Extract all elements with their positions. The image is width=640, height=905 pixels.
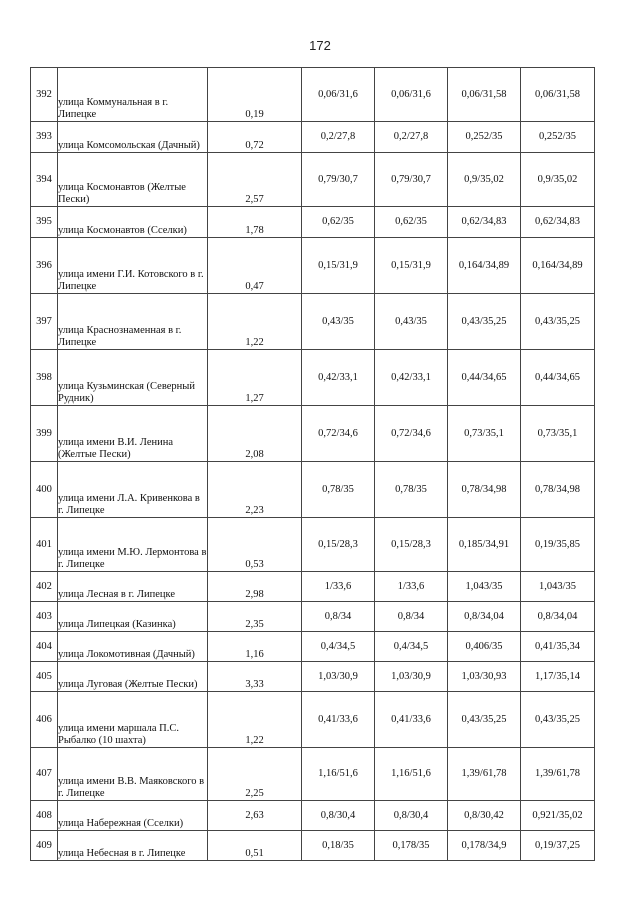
- value-cell: 1,16/51,6: [375, 748, 448, 801]
- road-length: 1,78: [208, 207, 302, 238]
- row-number: 402: [31, 572, 58, 602]
- value-cell: 0,41/33,6: [375, 692, 448, 748]
- row-number: 404: [31, 632, 58, 662]
- value-cell: 0,79/30,7: [375, 153, 448, 207]
- value-cell: 0,8/30,4: [302, 801, 375, 831]
- row-number: 398: [31, 350, 58, 406]
- value-cell: 0,62/35: [375, 207, 448, 238]
- road-name: улица Луговая (Желтые Пески): [58, 662, 208, 692]
- table-row: [31, 632, 595, 662]
- table-row: [31, 294, 595, 350]
- row-number: 393: [31, 122, 58, 153]
- row-number: 392: [31, 68, 58, 122]
- value-cell: 0,44/34,65: [521, 350, 595, 406]
- value-cell: 1,17/35,14: [521, 662, 595, 692]
- row-number: 396: [31, 238, 58, 294]
- road-name: улица Космонавтов (Сселки): [58, 207, 208, 238]
- row-number: 408: [31, 801, 58, 831]
- value-cell: 0,43/35,25: [521, 692, 595, 748]
- road-length: 1,22: [208, 294, 302, 350]
- road-name: улица имени В.И. Ленина (Желтые Пески): [58, 406, 208, 462]
- value-cell: 1/33,6: [302, 572, 375, 602]
- value-cell: 0,178/34,9: [448, 831, 521, 861]
- road-length: 0,47: [208, 238, 302, 294]
- road-name: улица Кузьминская (Северный Рудник): [58, 350, 208, 406]
- row-number: 403: [31, 602, 58, 632]
- table-row: [31, 122, 595, 153]
- road-name: улица Локомотивная (Дачный): [58, 632, 208, 662]
- road-length: 1,22: [208, 692, 302, 748]
- road-length: 0,53: [208, 518, 302, 572]
- table-row: [31, 462, 595, 518]
- row-number: 400: [31, 462, 58, 518]
- value-cell: 0,62/35: [302, 207, 375, 238]
- row-number: 401: [31, 518, 58, 572]
- table-row: [31, 662, 595, 692]
- value-cell: 0,06/31,58: [521, 68, 595, 122]
- value-cell: 0,06/31,58: [448, 68, 521, 122]
- value-cell: 0,78/34,98: [521, 462, 595, 518]
- road-name: улица имени В.В. Маяковского в г. Липецке: [58, 748, 208, 801]
- value-cell: 0,4/34,5: [302, 632, 375, 662]
- table-row: [31, 207, 595, 238]
- value-cell: 0,18/35: [302, 831, 375, 861]
- value-cell: 1,39/61,78: [448, 748, 521, 801]
- value-cell: 0,15/31,9: [375, 238, 448, 294]
- value-cell: 0,406/35: [448, 632, 521, 662]
- row-number: 407: [31, 748, 58, 801]
- road-name: улица имени Л.А. Кривенкова в г. Липецке: [58, 462, 208, 518]
- table-row: [31, 831, 595, 861]
- value-cell: 0,164/34,89: [448, 238, 521, 294]
- value-cell: 0,8/34,04: [521, 602, 595, 632]
- road-length: 1,27: [208, 350, 302, 406]
- value-cell: 0,2/27,8: [302, 122, 375, 153]
- value-cell: 0,252/35: [521, 122, 595, 153]
- row-number: 394: [31, 153, 58, 207]
- value-cell: 1,043/35: [448, 572, 521, 602]
- value-cell: 0,19/35,85: [521, 518, 595, 572]
- road-name: улица Краснознаменная в г. Липецке: [58, 294, 208, 350]
- value-cell: 0,41/33,6: [302, 692, 375, 748]
- value-cell: 0,06/31,6: [375, 68, 448, 122]
- road-name: улица Коммунальная в г. Липецке: [58, 68, 208, 122]
- table-row: [31, 68, 595, 122]
- value-cell: 0,8/30,4: [375, 801, 448, 831]
- page-number: 172: [309, 38, 331, 53]
- value-cell: 0,15/28,3: [375, 518, 448, 572]
- table-row: [31, 153, 595, 207]
- value-cell: 0,73/35,1: [448, 406, 521, 462]
- road-name: улица Комсомольская (Дачный): [58, 122, 208, 153]
- value-cell: 0,42/33,1: [302, 350, 375, 406]
- road-length: 2,98: [208, 572, 302, 602]
- table-row: [31, 602, 595, 632]
- road-length: 2,63: [208, 801, 302, 831]
- road-name: улица Лесная в г. Липецке: [58, 572, 208, 602]
- road-length: 0,72: [208, 122, 302, 153]
- value-cell: 0,178/35: [375, 831, 448, 861]
- row-number: 395: [31, 207, 58, 238]
- value-cell: 0,43/35: [375, 294, 448, 350]
- road-name: улица Небесная в г. Липецке: [58, 831, 208, 861]
- road-length: 3,33: [208, 662, 302, 692]
- value-cell: 1/33,6: [375, 572, 448, 602]
- row-number: 409: [31, 831, 58, 861]
- value-cell: 0,9/35,02: [521, 153, 595, 207]
- value-cell: 1,16/51,6: [302, 748, 375, 801]
- value-cell: 0,9/35,02: [448, 153, 521, 207]
- row-number: 405: [31, 662, 58, 692]
- road-length: 2,08: [208, 406, 302, 462]
- road-name: улица Набережная (Сселки): [58, 801, 208, 831]
- value-cell: 0,73/35,1: [521, 406, 595, 462]
- value-cell: 0,06/31,6: [302, 68, 375, 122]
- row-number: 399: [31, 406, 58, 462]
- value-cell: 1,03/30,9: [375, 662, 448, 692]
- value-cell: 0,78/34,98: [448, 462, 521, 518]
- table-row: [31, 748, 595, 801]
- table-row: [31, 238, 595, 294]
- table-row: [31, 350, 595, 406]
- road-length: 2,25: [208, 748, 302, 801]
- table-row: [31, 406, 595, 462]
- table-row: [31, 518, 595, 572]
- value-cell: 0,43/35,25: [448, 294, 521, 350]
- value-cell: 0,43/35,25: [448, 692, 521, 748]
- value-cell: 0,42/33,1: [375, 350, 448, 406]
- value-cell: 0,19/37,25: [521, 831, 595, 861]
- value-cell: 0,41/35,34: [521, 632, 595, 662]
- value-cell: 0,44/34,65: [448, 350, 521, 406]
- value-cell: 0,164/34,89: [521, 238, 595, 294]
- road-name: улица Космонавтов (Желтые Пески): [58, 153, 208, 207]
- row-number: 406: [31, 692, 58, 748]
- road-length: 0,51: [208, 831, 302, 861]
- value-cell: 0,62/34,83: [521, 207, 595, 238]
- table-row: [31, 692, 595, 748]
- table-row: [31, 572, 595, 602]
- roads-table: [30, 67, 595, 861]
- value-cell: 0,78/35: [375, 462, 448, 518]
- road-length: 0,19: [208, 68, 302, 122]
- value-cell: 0,72/34,6: [375, 406, 448, 462]
- road-length: 2,35: [208, 602, 302, 632]
- value-cell: 1,03/30,93: [448, 662, 521, 692]
- value-cell: 0,8/34,04: [448, 602, 521, 632]
- road-length: 1,16: [208, 632, 302, 662]
- value-cell: 0,8/34: [375, 602, 448, 632]
- road-name: улица имени маршала П.С. Рыбалко (10 шахта): [58, 692, 208, 748]
- value-cell: 1,39/61,78: [521, 748, 595, 801]
- value-cell: 1,03/30,9: [302, 662, 375, 692]
- value-cell: 0,4/34,5: [375, 632, 448, 662]
- value-cell: 0,62/34,83: [448, 207, 521, 238]
- road-length: 2,23: [208, 462, 302, 518]
- value-cell: 0,79/30,7: [302, 153, 375, 207]
- value-cell: 0,8/30,42: [448, 801, 521, 831]
- value-cell: 0,252/35: [448, 122, 521, 153]
- value-cell: 0,15/28,3: [302, 518, 375, 572]
- value-cell: 0,43/35,25: [521, 294, 595, 350]
- value-cell: 0,78/35: [302, 462, 375, 518]
- value-cell: 0,8/34: [302, 602, 375, 632]
- road-length: 2,57: [208, 153, 302, 207]
- value-cell: 0,72/34,6: [302, 406, 375, 462]
- value-cell: 0,43/35: [302, 294, 375, 350]
- value-cell: 0,185/34,91: [448, 518, 521, 572]
- value-cell: 1,043/35: [521, 572, 595, 602]
- road-name: улица Липецкая (Казинка): [58, 602, 208, 632]
- road-name: улица имени М.Ю. Лермонтова в г. Липецке: [58, 518, 208, 572]
- row-number: 397: [31, 294, 58, 350]
- table-row: [31, 801, 595, 831]
- road-name: улица имени Г.И. Котовского в г. Липецке: [58, 238, 208, 294]
- value-cell: 0,921/35,02: [521, 801, 595, 831]
- value-cell: 0,15/31,9: [302, 238, 375, 294]
- value-cell: 0,2/27,8: [375, 122, 448, 153]
